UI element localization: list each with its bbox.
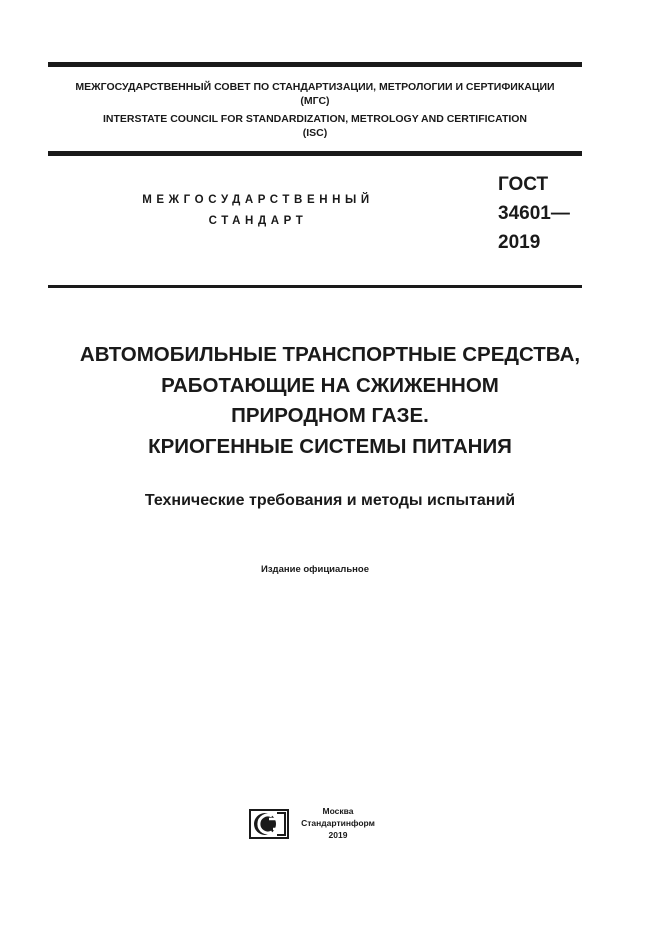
standard-code-number: 34601— bbox=[498, 203, 570, 224]
top-divider bbox=[48, 62, 582, 67]
publisher-name: Стандартинформ bbox=[301, 818, 375, 828]
publisher-block bbox=[293, 805, 383, 841]
standard-type-line2: СТАНДАРТ bbox=[208, 215, 308, 227]
standard-code-prefix: ГОСТ bbox=[498, 174, 549, 195]
document-title bbox=[20, 340, 640, 462]
standard-code bbox=[498, 170, 570, 257]
standard-type bbox=[118, 190, 398, 232]
council-ru bbox=[48, 80, 582, 108]
council-en-abbr: (ISC) bbox=[302, 127, 328, 139]
council-en bbox=[48, 112, 582, 140]
title-line-2: РАБОТАЮЩИЕ НА СЖИЖЕННОМ bbox=[161, 373, 499, 397]
council-ru-name: МЕЖГОСУДАРСТВЕННЫЙ СОВЕТ ПО СТАНДАРТИЗАЦИИ, МЕТРОЛОГИИ И СЕРТИФИКАЦИИ bbox=[75, 81, 555, 93]
title-line-1: АВТОМОБИЛЬНЫЕ ТРАНСПОРТНЫЕ СРЕДСТВА, bbox=[79, 343, 581, 366]
publisher-year: 2019 bbox=[328, 830, 348, 840]
document-subtitle: Технические требования и методы испытаний bbox=[144, 492, 516, 509]
middle-divider bbox=[48, 151, 582, 156]
standartinform-logo-icon bbox=[249, 809, 289, 839]
standard-code-year: 2019 bbox=[498, 232, 541, 253]
council-en-name: INTERSTATE COUNCIL FOR STANDARDIZATION, METROLOGY AND CERTIFICATION bbox=[102, 113, 528, 125]
title-line-4: КРИОГЕННЫЕ СИСТЕМЫ ПИТАНИЯ bbox=[148, 434, 512, 458]
title-line-3: ПРИРОДНОМ ГАЗЕ. bbox=[231, 404, 429, 427]
standard-type-line1: МЕЖГОСУДАРСТВЕННЫЙ bbox=[142, 194, 374, 206]
lower-divider bbox=[48, 285, 582, 288]
publisher-city: Москва bbox=[322, 806, 354, 816]
council-ru-abbr: (МГС) bbox=[300, 95, 330, 107]
edition-note: Издание официальное bbox=[261, 564, 369, 575]
